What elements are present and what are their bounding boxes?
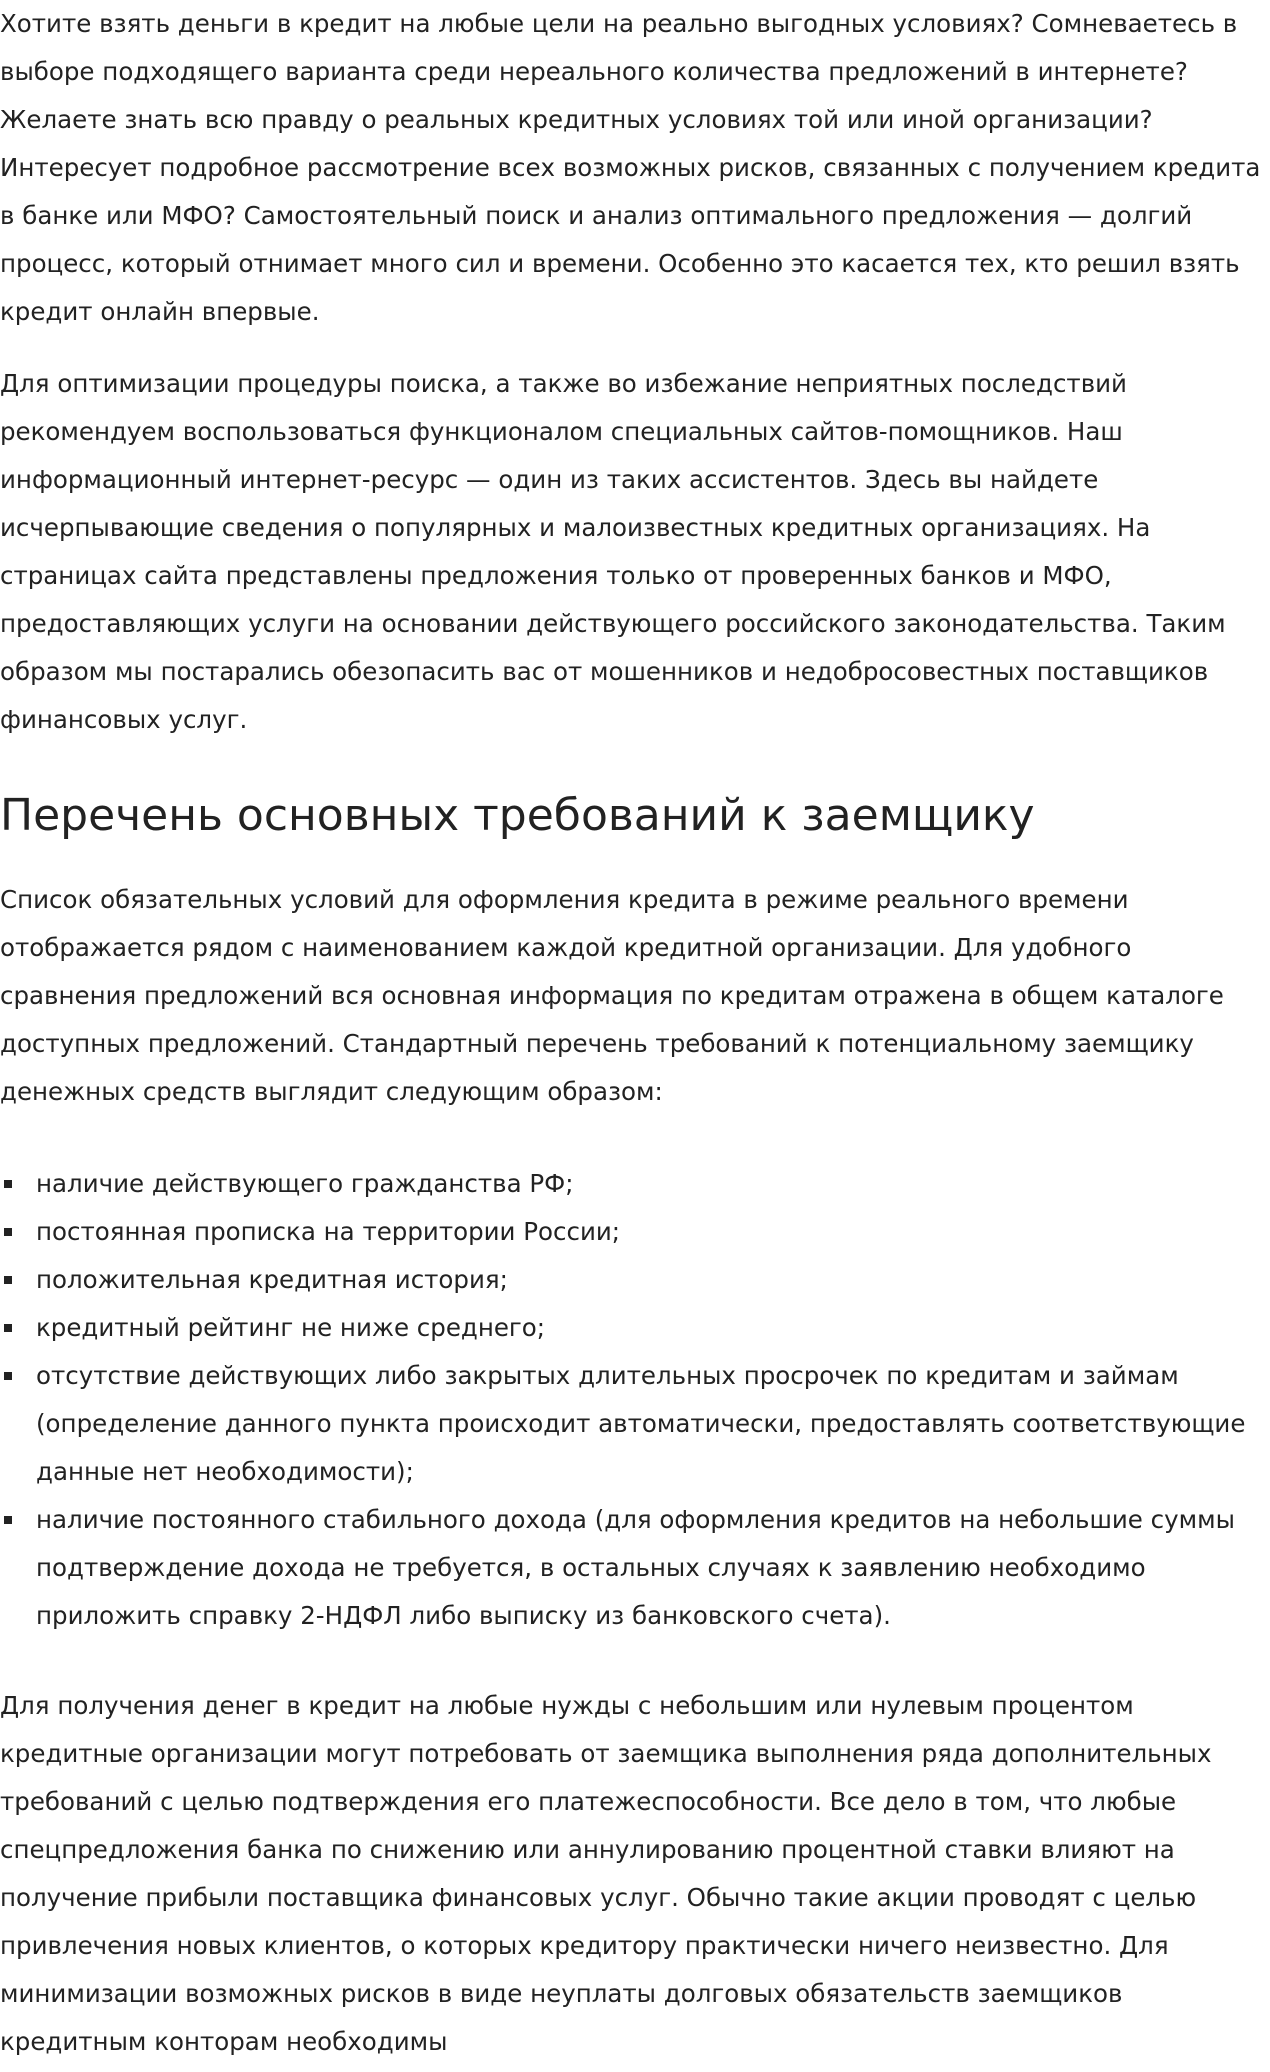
list-item-text: положительная кредитная история; bbox=[36, 1265, 508, 1294]
list-item bbox=[36, 1352, 1262, 1496]
list-item-text: отсутствие действующих либо закрытых длительных просрочек по кредитам и займам (определение данного пункта происходит автоматически, предоставлять соответствующие данные нет необходимости); bbox=[36, 1361, 1246, 1486]
square-bullet-icon bbox=[4, 1276, 12, 1284]
list-item bbox=[36, 1208, 1262, 1256]
list-item bbox=[36, 1256, 1262, 1304]
list-item-text: кредитный рейтинг не ниже среднего; bbox=[36, 1313, 546, 1342]
list-item bbox=[36, 1160, 1262, 1208]
square-bullet-icon bbox=[4, 1180, 12, 1188]
square-bullet-icon bbox=[4, 1228, 12, 1236]
list-item bbox=[36, 1496, 1262, 1640]
square-bullet-icon bbox=[4, 1516, 12, 1524]
requirements-list bbox=[0, 1160, 1262, 1640]
section-intro-paragraph: Список обязательных условий для оформления кредита в режиме реального времени отображается рядом с наименованием каждой кредитной организации. Для удобного сравнения предложений вся основная информация по кредитам отражена в общем каталоге доступных предложений. Стандартный перечень требований к потенциальному заемщику денежных средств выглядит следующим образом: bbox=[0, 885, 1224, 1106]
closing-paragraph: Для получения денег в кредит на любые нужды с небольшим или нулевым процентом кредитные организации могут потребовать от заемщика выполнения ряда дополнительных требований с целью подтверждения его платежеспособности. Все дело в том, что любые спецпредложения банка по снижению или аннулированию процентной ставки влияют на получение прибыли поставщика финансовых услуг. Обычно такие акции проводят с целью привлечения новых клиентов, о которых кредитору практически ничего неизвестно. Для минимизации возможных рисков в виде неуплаты долговых обязательств заемщиков кредитным конторам необходимы bbox=[0, 1691, 1212, 2056]
list-item-text: постоянная прописка на территории России; bbox=[36, 1217, 621, 1246]
list-item-text: наличие постоянного стабильного дохода (для оформления кредитов на небольшие суммы подтверждение дохода не требуется, в остальных случаях к заявлению необходимо приложить справку 2-НДФЛ либо выписку из банковского счета). bbox=[36, 1505, 1235, 1630]
square-bullet-icon bbox=[4, 1324, 12, 1332]
list-item-text: наличие действующего гражданства РФ; bbox=[36, 1169, 574, 1198]
intro-paragraph-1: Хотите взять деньги в кредит на любые цели на реально выгодных условиях? Сомневаетесь в выборе подходящего варианта среди нереального количества предложений в интернете? Желаете знать всю правду о реальных кредитных условиях той или иной организации? Интересует подробное рассмотрение всех возможных рисков, связанных с получением кредита в банке или МФО? Самостоятельный поиск и анализ оптимального предложения — долгий процесс, который отнимает много сил и времени. Особенно это касается тех, кто решил взять кредит онлайн впервые. bbox=[0, 9, 1261, 326]
square-bullet-icon bbox=[4, 1372, 12, 1380]
intro-paragraph-2: Для оптимизации процедуры поиска, а также во избежание неприятных последствий рекомендуем воспользоваться функционалом специальных сайтов-помощников. Наш информационный интернет-ресурс — один из таких ассистентов. Здесь вы найдете исчерпывающие сведения о популярных и малоизвестных кредитных организациях. На страницах сайта представлены предложения только от проверенных банков и МФО, предоставляющих услуги на основании действующего российского законодательства. Таким образом мы постарались обезопасить вас от мошенников и недобросовестных поставщиков финансовых услуг. bbox=[0, 369, 1226, 734]
section-heading: Перечень основных требований к заемщику bbox=[0, 790, 1035, 841]
list-item bbox=[36, 1304, 1262, 1352]
